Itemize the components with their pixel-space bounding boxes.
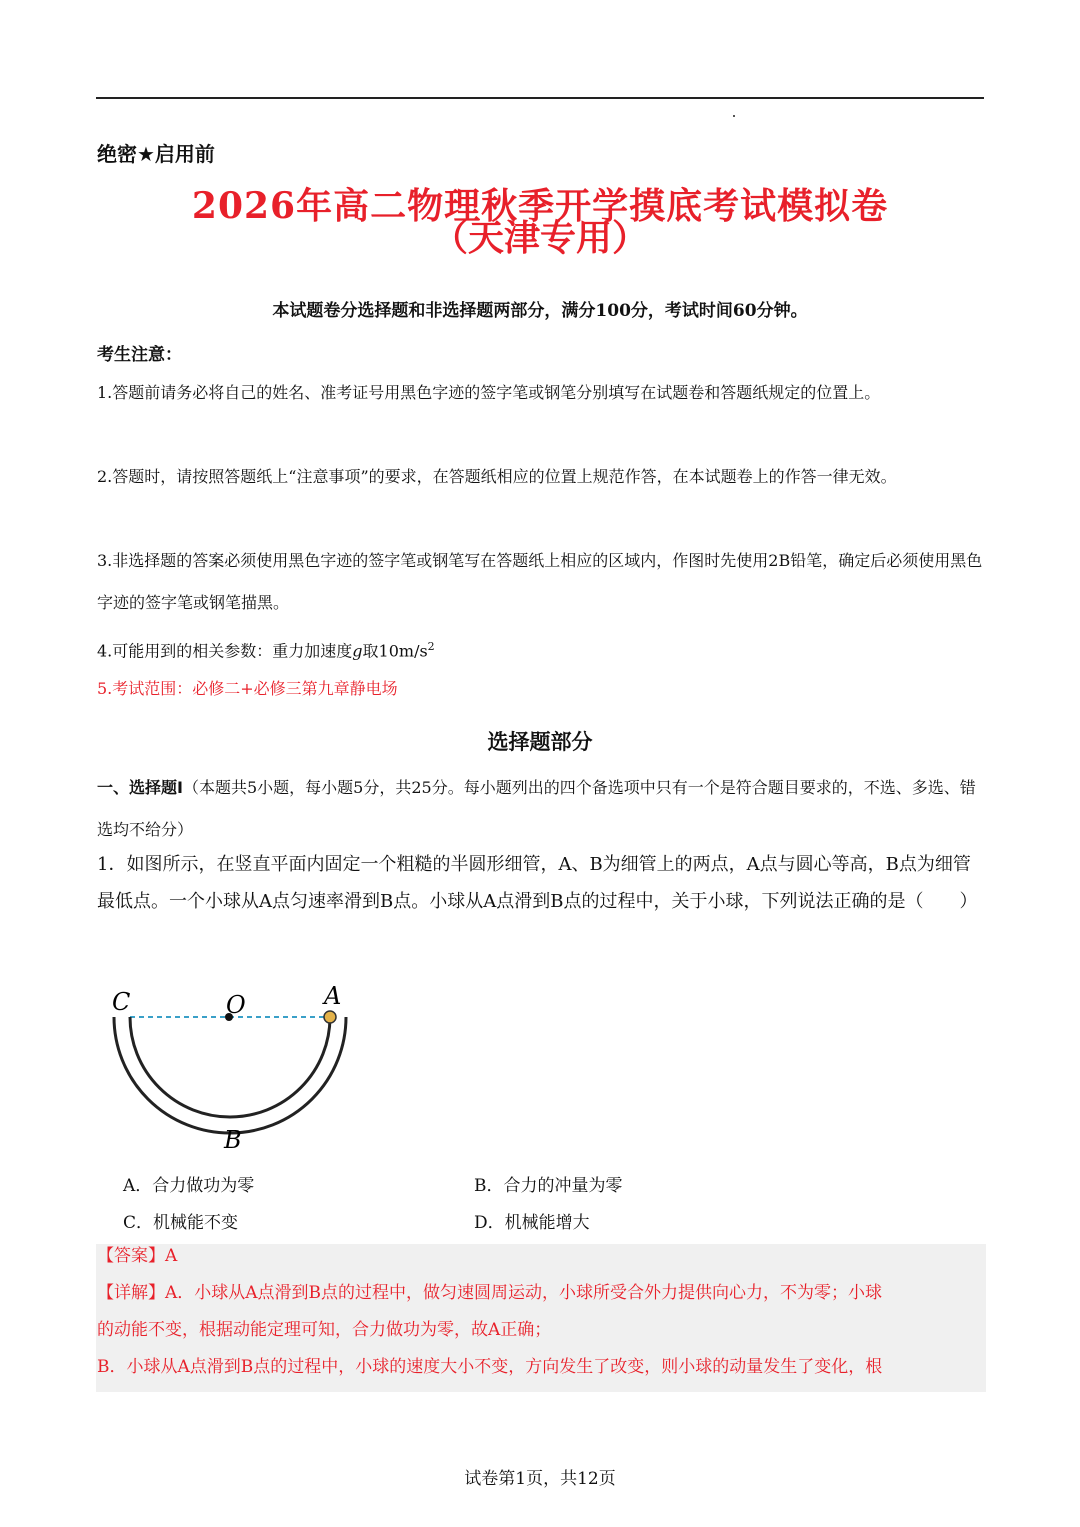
notice-item-4 — [97, 626, 987, 672]
section-heading: 选择题部分 — [487, 730, 593, 754]
option-b: B．合力的冲量为零 — [474, 1176, 623, 1196]
semicircle-tube-figure — [100, 980, 360, 1155]
notice-item-5: 5.考试范围：必修二+必修三第九章静电场 — [97, 679, 398, 698]
label-c: C — [112, 988, 131, 1016]
secret-label: 绝密★启用前 — [97, 142, 215, 166]
header-rule — [96, 97, 984, 99]
label-o: O — [226, 991, 246, 1019]
explanation-line-3: B．小球从A点滑到B点的过程中，小球的速度大小不变，方向发生了改变，则小球的动量发生了变化，根 — [97, 1357, 883, 1377]
explanation-line-1: 【详解】A．小球从A点滑到B点的过程中，做匀速圆周运动，小球所受合外力提供向心力，不为零；小球 — [97, 1283, 883, 1303]
question-1-text: 1．如图所示，在竖直平面内固定一个粗糙的半圆形细管，A、B为细管上的两点，A点与圆心等高，B点为细管最低点。一个小球从A点匀速率滑到B点。小球从A点滑到B点的过程中，关于小球，下列说法正确的是（ ） — [97, 854, 978, 912]
exam-subtitle-region: （天津专用） — [431, 217, 648, 259]
notice-item-2: 2.答题时，请按照答题纸上“注意事项”的要求，在答题纸相应的位置上规范作答，在本试题卷上的作答一律无效。 — [97, 467, 897, 486]
unit-exponent: 2 — [427, 640, 435, 653]
notice-item-1: 1.答题前请务必将自己的姓名、准考证号用黑色字迹的签字笔或钢笔分别填写在试题卷和答题纸规定的位置上。 — [97, 383, 881, 402]
option-d: D．机械能增大 — [474, 1213, 590, 1233]
exam-description: 本试题卷分选择题和非选择题两部分，满分100分，考试时间60分钟。 — [272, 301, 808, 321]
answer-line: 【答案】A — [97, 1246, 178, 1266]
notice-item-3: 3.非选择题的答案必须使用黑色字迹的签字笔或钢笔写在答题纸上相应的区域内，作图时先使用2B铅笔，确定后必须使用黑色字迹的签字笔或钢笔描黑。 — [97, 551, 983, 612]
part-description: （本题共5小题，每小题5分，共25分。每小题列出的四个备选项中只有一个是符合题目要求的，不选、多选、错选均不给分） — [97, 778, 976, 839]
notice-heading: 考生注意： — [97, 345, 182, 365]
ball — [324, 1011, 336, 1023]
stray-dot — [733, 115, 735, 117]
exam-title: 2026年高二物理秋季开学摸底考试模拟卷 — [191, 185, 889, 227]
notice-item-4-text: 4.可能用到的相关参数：重力加速度 — [97, 641, 353, 661]
notice-item-4-value: 取10m/s — [362, 641, 428, 661]
tube-inner-wall — [130, 1017, 330, 1117]
page-footer: 试卷第1页，共12页 — [464, 1469, 616, 1489]
part-label: 一、选择题Ⅰ — [97, 778, 183, 797]
explanation-line-2: 的动能不变，根据动能定理可知，合力做功为零，故A正确； — [97, 1320, 552, 1340]
option-a: A．合力做功为零 — [123, 1176, 255, 1196]
gravity-symbol: g — [352, 641, 363, 661]
option-c: C．机械能不变 — [123, 1213, 239, 1233]
label-a: A — [324, 982, 342, 1010]
part-instructions — [97, 767, 987, 851]
label-b: B — [224, 1126, 242, 1154]
